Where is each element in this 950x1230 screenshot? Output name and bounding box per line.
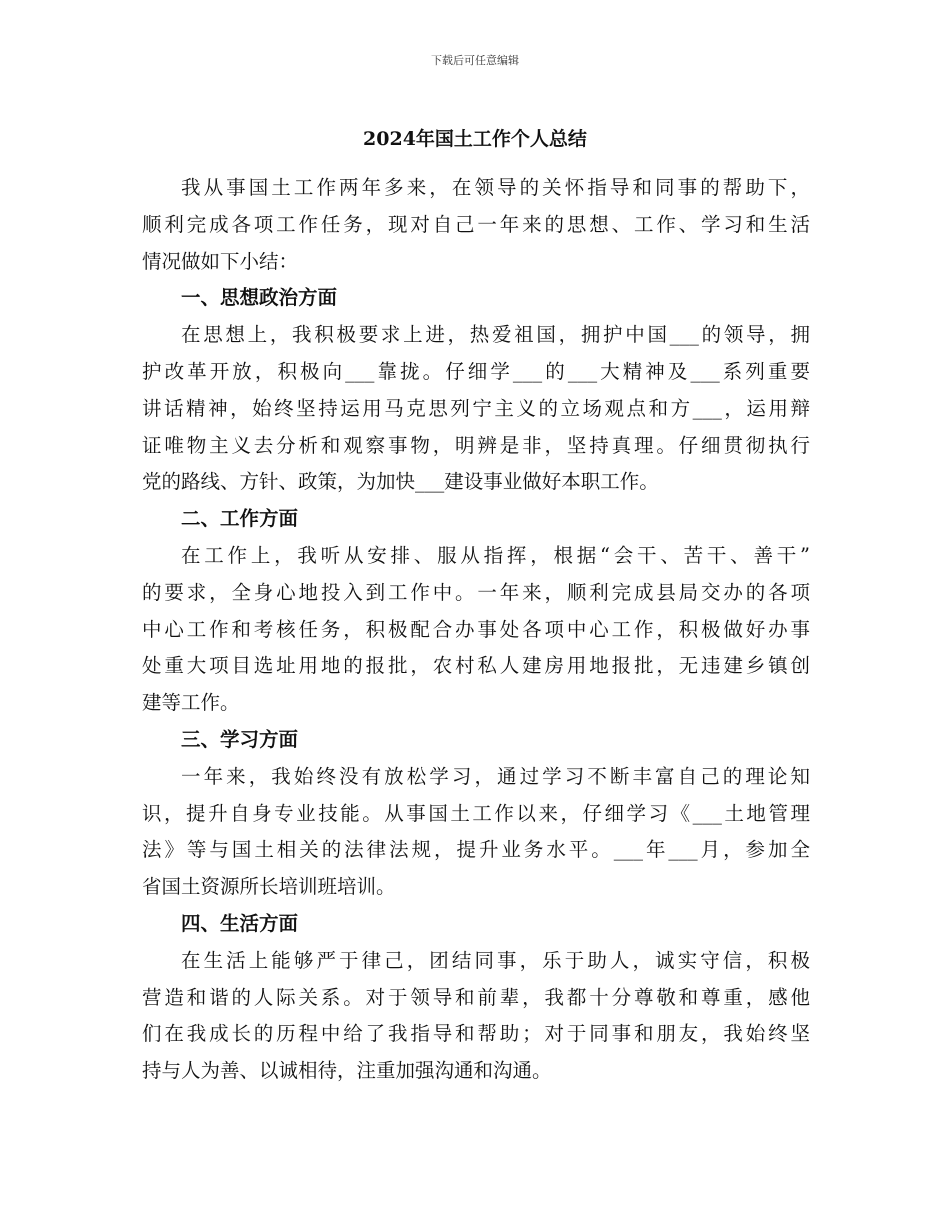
text-line: 在生活上能够严于律己，团结同事，乐于助人，诚实守信，积极 <box>181 948 810 972</box>
text-line: 建等工作。 <box>142 691 240 715</box>
text-line: 一年来，我始终没有放松学习，通过学习不断丰富自己的理论知 <box>181 764 810 788</box>
text-line: 顺利完成各项工作任务，现对自己一年来的思想、工作、学习和生活 <box>142 212 810 236</box>
text-line: 在工作上，我听从安排、服从指挥，根据“会干、苦干、善干” <box>181 543 810 567</box>
section-heading: 二、工作方面 <box>181 507 299 531</box>
document-body <box>142 170 810 1090</box>
section-heading: 一、思想政治方面 <box>181 286 338 310</box>
intro-paragraph <box>142 170 810 280</box>
header-note: 下载后可任意编辑 <box>431 54 519 67</box>
section-heading: 三、学习方面 <box>181 727 299 751</box>
text-line: 情况做如下小结： <box>142 249 299 273</box>
text-line: 在思想上，我积极要求上进，热爱祖国，拥护中国___的领导，拥 <box>181 323 810 347</box>
text-line: 护改革开放，积极向___靠拢。仔细学___的___大精神及___系列重要 <box>142 359 810 383</box>
text-line: 的要求，全身心地投入到工作中。一年来，顺利完成县局交办的各项 <box>142 580 810 604</box>
text-line: 省国土资源所长培训班培训。 <box>142 875 396 899</box>
document-title: 2024年国土工作个人总结 <box>363 128 587 150</box>
text-line: 识，提升自身专业技能。从事国土工作以来，仔细学习《___土地管理 <box>142 801 810 825</box>
text-line: 持与人为善、以诚相待，注重加强沟通和沟通。 <box>142 1059 552 1083</box>
section-heading: 四、生活方面 <box>181 911 299 935</box>
text-line: 营造和谐的人际关系。对于领导和前辈，我都十分尊敬和尊重，感他 <box>142 985 810 1009</box>
text-line: 法》等与国土相关的法律法规，提升业务水平。___年___月，参加全 <box>142 838 810 862</box>
text-line: 中心工作和考核任务，积极配合办事处各项中心工作，积极做好办事 <box>142 617 810 641</box>
section-paragraph <box>142 759 810 906</box>
section-paragraph <box>142 943 810 1090</box>
text-line: 党的路线、方针、政策，为加快___建设事业做好本职工作。 <box>142 470 659 494</box>
section-paragraph <box>142 317 810 501</box>
text-line: 我从事国土工作两年多来，在领导的关怀指导和同事的帮助下， <box>181 176 810 199</box>
text-line: 们在我成长的历程中给了我指导和帮助；对于同事和朋友，我始终坚 <box>142 1022 810 1046</box>
text-line: 证唯物主义去分析和观察事物，明辨是非，坚持真理。仔细贯彻执行 <box>142 433 810 457</box>
section-paragraph <box>142 538 810 722</box>
text-line: 讲话精神，始终坚持运用马克思列宁主义的立场观点和方___，运用辩 <box>142 396 810 420</box>
text-line: 处重大项目选址用地的报批，农村私人建房用地报批，无违建乡镇创 <box>142 654 810 678</box>
